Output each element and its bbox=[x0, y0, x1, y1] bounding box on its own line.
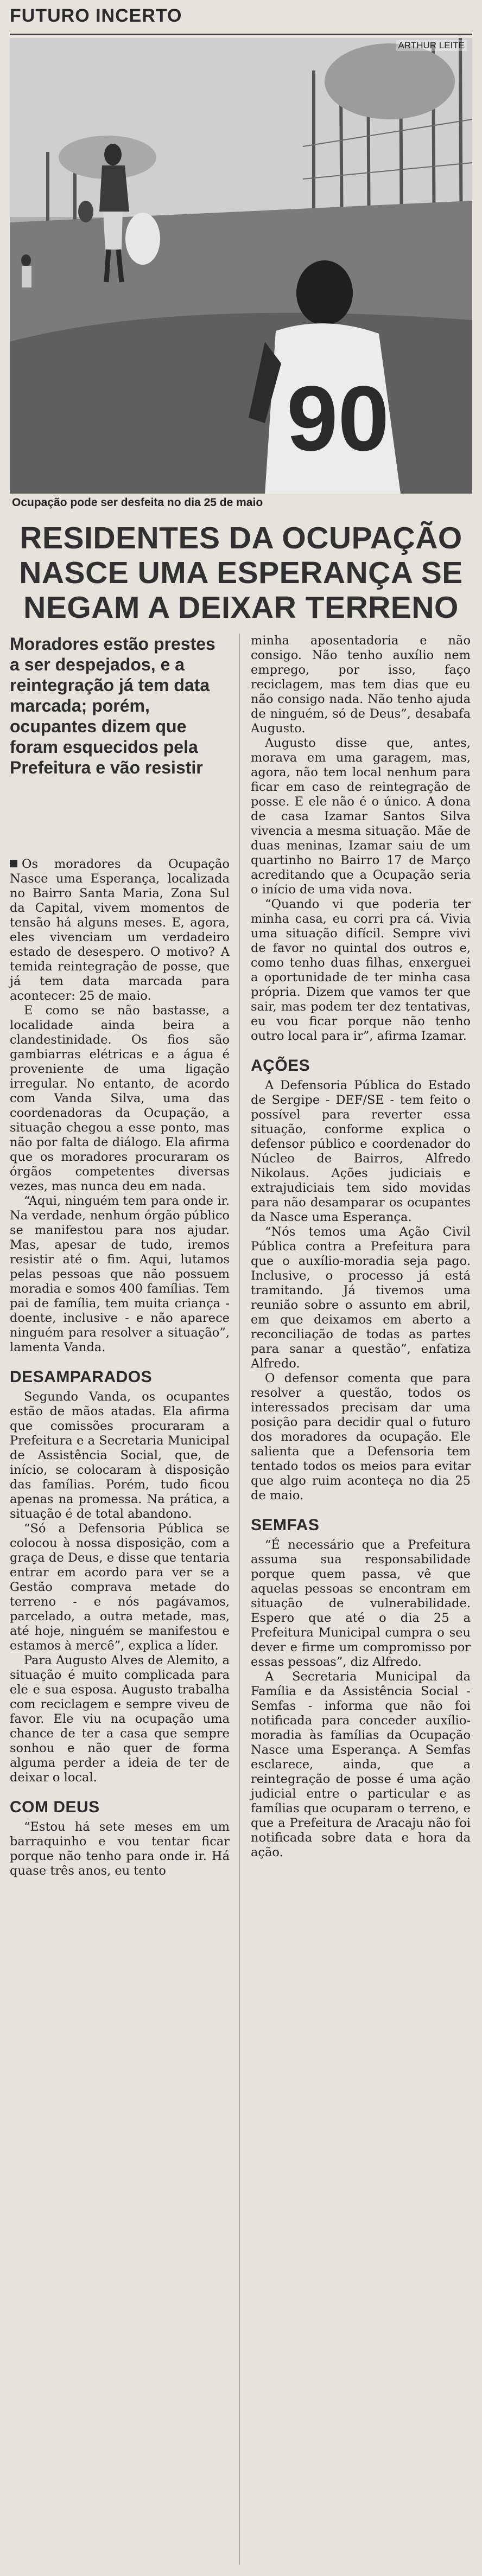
paragraph: A Secretaria Municipal da Família e da Assistência Social - Semfas - informa que não foi notificada para conceder auxílio-moradia às famílias da Ocupação Nasce uma Esperança. A Semfas esclarece, ainda, que a reintegração de posse é uma ação judicial entre o particular e as famílias que ocuparam o terreno, e que a Prefeitura de Aracaju não foi notificada sobre data e hora da ação. bbox=[251, 1670, 471, 1859]
bullet-square-icon bbox=[10, 860, 17, 867]
photo-credit: ARTHUR LEITE bbox=[396, 40, 467, 51]
paragraph: Segundo Vanda, os ocupantes estão de mãos atadas. Ela afirma que comissões procuraram a Prefeitura e a Secretaria Municipal de Assistência Social, que, de início, se colocaram à disposição das famílias. Porém, tudo ficou apenas na promessa. Na prática, a situação é de total abandono. bbox=[10, 1390, 230, 1521]
paragraph: minha aposentadoria e não consigo. Não tenho auxílio nem emprego, por isso, faço reciclagem, mas tem dias que eu não consigo nada. Não tenho ajuda de ninguém, só de Deus”, desabafa Augusto. bbox=[251, 634, 471, 736]
headline: RESIDENTES DA OCUPAÇÃO NASCE UMA ESPERANÇA SE NEGAM A DEIXAR TERRENO bbox=[19, 521, 463, 625]
subheading: AÇÕES bbox=[251, 1057, 310, 1075]
article-photo bbox=[10, 38, 472, 494]
paragraph: E como se não bastasse, a localidade ainda beira a clandestinidade. Os fios são gambiarras elétricas e a água é proveniente de uma ligação irregular. No entanto, de acordo com Vanda Silva, uma das coordenadoras da Ocupação, a situação chegou a esse ponto, mas não por falta de diálogo. Ela afirma que os moradores procuraram os órgãos competentes diversas vezes, mas nunca deu em nada. bbox=[10, 1003, 230, 1193]
svg-text:90: 90 bbox=[287, 367, 390, 470]
photo-illustration bbox=[10, 38, 472, 494]
paragraph bbox=[10, 857, 230, 1003]
paragraph: Augusto disse que, antes, morava em uma garagem, mas, agora, não tem local nenhum para ficar em caso de reintegração de posse. E ele não é o único. A dona de casa Izamar Santos Silva vivencia a mesma situação. Mãe de duas meninas, Izamar saiu de um quartinho no Bairro 17 de Março acreditando que a Ocupação seria o início de uma vida nova. bbox=[251, 736, 471, 897]
top-rule bbox=[10, 34, 472, 35]
section-kicker: FUTURO INCERTO bbox=[10, 5, 182, 26]
paragraph: “É necessário que a Prefeitura assuma sua responsabilidade porque quem passa, vê que aquelas pessoas se encontram em situação de vulnerabilidade. Espero que até o dia 25 a Prefeitura Municipal cumpra o seu dever e firme um compromisso por essas pessoas”, diz Alfredo. bbox=[251, 1538, 471, 1669]
paragraph: Para Augusto Alves de Alemito, a situação é muito complicada para ele e sua esposa. Augusto trabalha com reciclagem e sempre viveu de favor. Ele viu na ocupação uma chance de ter a casa que sempre sonhou e não quer de forma alguma perder a ideia de ter de deixar o local. bbox=[10, 1653, 230, 1785]
article-column-2 bbox=[251, 634, 471, 1860]
column-divider bbox=[239, 634, 240, 2565]
paragraph: A Defensoria Pública do Estado de Sergipe - DEF/SE - tem feito o possível para reverter essa situação, conforme explica o defensor público e coordenador do Núcleo de Bairros, Alfredo Nikolaus. Ações judiciais e extrajudiciais tem sido movidas para não desamparar os ocupantes da Nasce uma Esperança. bbox=[251, 1078, 471, 1224]
paragraph: “Quando vi que poderia ter minha casa, eu corri pra cá. Vivia uma situação difícil. Sempre vivi de favor no quintal dos outros e, como tenho duas filhas, enxerguei a oportunidade de ter minha casa própria. Dizem que vamos ter que sair, mas podem ter dez tentativas, eu vou ficar porque não tenho outro local para ir”, afirma Izamar. bbox=[251, 897, 471, 1043]
paragraph: “Aqui, ninguém tem para onde ir. Na verdade, nenhum órgão público se manifestou para nos ajudar. Mas, apesar de tudo, iremos resistir até o fim. Aqui, lutamos pelas pessoas que não possuem moradia e somos 400 famílias. Tem pai de família, tem muita criança - doente, inclusive - e não aparece ninguém para resolver a situação”, lamenta Vanda. bbox=[10, 1194, 230, 1354]
paragraph-text: Os moradores da Ocupação Nasce uma Esperança, localizada no Bairro Santa Maria, Zona Sul da Capital, vivem momentos de tensão há alguns meses. E, agora, eles vivenciam um verdadeiro estado de desespero. O motivo? A temida reintegração de posse, que já tem data marcada para acontecer: 25 de maio. bbox=[10, 857, 230, 1003]
article-column-1 bbox=[10, 857, 230, 1878]
paragraph: “Estou há sete meses em um barraquinho e vou tentar ficar porque não tenho para onde ir. Há quase três anos, eu tento bbox=[10, 1820, 230, 1878]
subheading: COM DEUS bbox=[10, 1798, 100, 1816]
paragraph: “Só a Defensoria Pública se colocou à nossa disposição, com a graça de Deus, e disse que tentaria entrar em acordo para ver se a Gestão comprava metade do terreno - e nós pagávamos, parcelado, a outra metade, mas, até hoje, ninguém se manifestou e estamos à mercê”, explica a líder. bbox=[10, 1522, 230, 1653]
subheading: SEMFAS bbox=[251, 1516, 320, 1534]
photo-caption: Ocupação pode ser desfeita no dia 25 de maio bbox=[12, 496, 263, 509]
paragraph: O defensor comenta que para resolver a questão, todos os interessados precisam dar uma posição para decidir qual o futuro dos moradores da ocupação. Ele salienta que a Defensoria tem tentado todos os meios para evitar que algo ruim aconteça no dia 25 de maio. bbox=[251, 1371, 471, 1503]
lead-paragraph: Moradores estão prestes a ser despejados, e a reintegração já tem data marcada; porém, ocupantes dizem que foram esquecidos pela Prefeitura e vão resistir bbox=[10, 634, 215, 777]
subheading: DESAMPARADOS bbox=[10, 1368, 153, 1386]
paragraph: “Nós temos uma Ação Civil Pública contra a Prefeitura para que o auxílio-moradia seja pago. Inclusive, o processo já está tramitando. Já tivemos uma reunião sobre o assunto em abril, em que deixamos em aberto a reconciliação de todas as partes para sanar a questão”, enfatiza Alfredo. bbox=[251, 1225, 471, 1371]
